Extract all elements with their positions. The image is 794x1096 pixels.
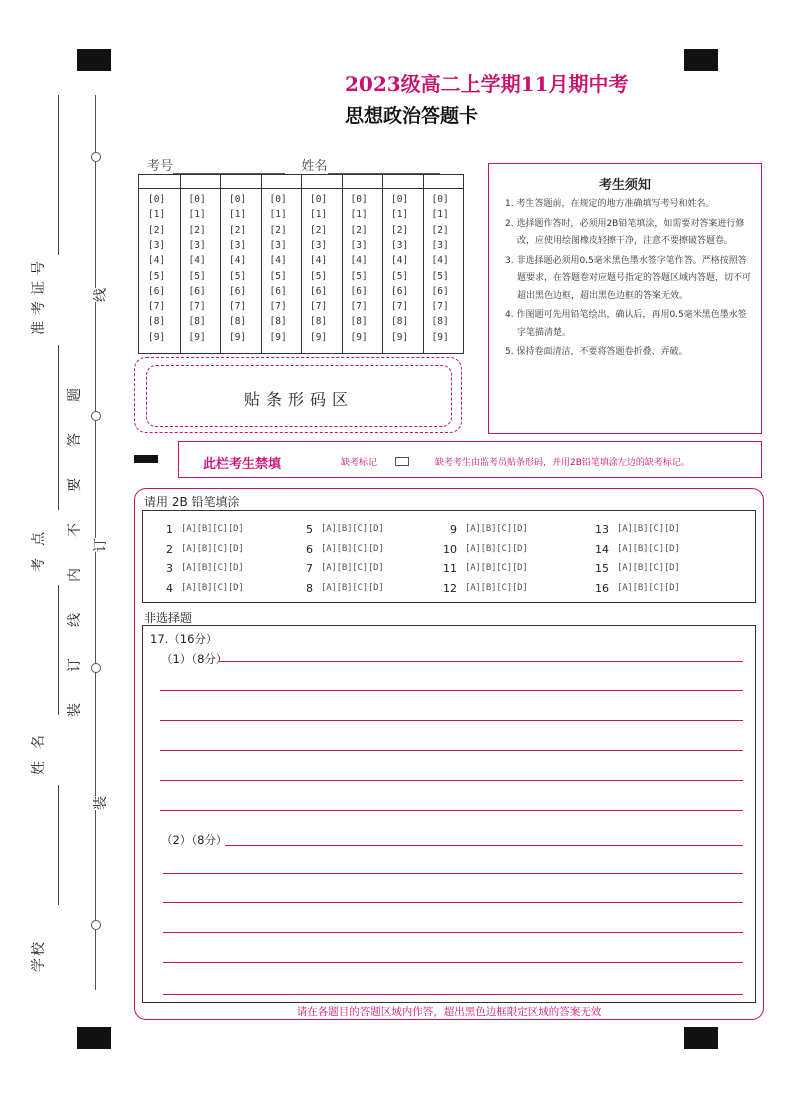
choice-question-number: 13 — [595, 523, 609, 536]
name-label: 姓名 — [301, 159, 328, 174]
question-17-box — [142, 625, 756, 1003]
digit-bubble[interactable]: [2] — [431, 224, 449, 236]
digit-bubble[interactable]: [9] — [269, 331, 287, 343]
digit-bubble[interactable]: [2] — [391, 224, 409, 236]
digit-bubble[interactable]: [5] — [350, 270, 368, 282]
choice-options[interactable]: [A][B][C][D] — [465, 582, 528, 593]
choice-options[interactable]: [A][B][C][D] — [617, 582, 680, 593]
digit-bubble[interactable]: [4] — [391, 255, 409, 267]
registration-mark — [684, 1027, 718, 1049]
exam-no-field[interactable] — [173, 159, 285, 174]
absent-mark-box[interactable] — [395, 457, 409, 466]
non-choice-section-label: 非选择题 — [144, 611, 193, 625]
choice-question-number: 8 — [306, 581, 313, 595]
digit-bubble[interactable]: [5] — [269, 270, 287, 282]
digit-bubble[interactable]: [9] — [229, 331, 247, 343]
digit-bubble[interactable]: [8] — [229, 316, 247, 328]
staff-only-zone — [178, 441, 762, 478]
school-underline — [58, 785, 59, 905]
digit-bubble[interactable]: [9] — [350, 331, 368, 343]
notice-item: 2. 选择题作答时，必须用2B铅笔填涂，如需要对答案进行修改，应使用绘图橡皮轻擦干净，注意不要擦破答题卷。 — [505, 218, 745, 246]
digit-bubble[interactable]: [1] — [350, 209, 368, 221]
digit-bubble[interactable]: [3] — [310, 239, 328, 251]
answer-sheet-title: 思想政治答题卡 — [345, 105, 479, 127]
digit-bubble[interactable]: [9] — [391, 331, 409, 343]
digit-bubble[interactable]: [1] — [148, 209, 166, 221]
warning-char: 装 — [67, 703, 83, 717]
notice-item: 3. 非选择题必须用0.5毫米黑色墨水签字笔作答。严格按照答题要求，在答题卷对应题号指定的答题区域内答题，切不可超出黑色边框，超出黑色边框的答案无效。 — [505, 255, 752, 301]
binding-hole — [91, 663, 101, 673]
digit-bubble[interactable]: [8] — [269, 316, 287, 328]
choice-options[interactable]: [A][B][C][D] — [321, 582, 384, 593]
digit-bubble[interactable]: [7] — [188, 301, 206, 313]
digit-bubble[interactable]: [6] — [269, 285, 287, 297]
digit-bubble[interactable]: [7] — [148, 301, 166, 313]
digit-bubble[interactable]: [4] — [229, 255, 247, 267]
choice-options[interactable]: [A][B][C][D] — [465, 543, 528, 554]
choice-options[interactable]: [A][B][C][D] — [465, 563, 528, 573]
choice-options[interactable]: [A][B][C][D] — [181, 582, 244, 593]
answer-line[interactable] — [163, 902, 743, 903]
digit-bubble[interactable]: [6] — [188, 285, 206, 297]
exam-site-label: 考点 — [31, 520, 47, 572]
choice-question-number: 12 — [443, 581, 457, 595]
digit-bubble[interactable]: [4] — [310, 255, 328, 267]
answer-line[interactable] — [219, 661, 743, 662]
choice-question-number: 15 — [595, 562, 609, 575]
digit-bubble[interactable]: [6] — [229, 285, 247, 297]
digit-bubble[interactable]: [3] — [188, 239, 206, 251]
digit-bubble[interactable]: [3] — [350, 239, 368, 251]
registration-mark — [77, 49, 111, 71]
choice-question-number: 1 — [166, 523, 173, 536]
exam-id-underline — [58, 95, 59, 255]
digit-bubble[interactable]: [7] — [310, 301, 328, 313]
digit-bubble[interactable]: [8] — [148, 316, 166, 328]
answer-line[interactable] — [163, 994, 743, 995]
digit-bubble[interactable]: [7] — [229, 301, 247, 313]
digit-bubble[interactable]: [5] — [431, 270, 449, 282]
answer-line[interactable] — [163, 873, 743, 874]
name-label: 姓名 — [31, 723, 47, 775]
choice-question-number: 10 — [443, 542, 457, 556]
exam-id-label: 准考证号 — [31, 255, 47, 335]
digit-bubble[interactable]: [0] — [350, 194, 368, 205]
digit-bubble[interactable]: [9] — [310, 331, 328, 343]
choice-options[interactable]: [A][B][C][D] — [321, 563, 384, 573]
digit-bubble[interactable]: [9] — [188, 331, 206, 343]
answer-line[interactable] — [160, 810, 743, 811]
digit-bubble[interactable]: [8] — [188, 316, 206, 328]
notice-item: 4. 作图题可先用铅笔绘出，确认后，再用0.5毫米黑色墨水签字笔描清楚。 — [505, 310, 747, 338]
digit-bubble[interactable]: [1] — [188, 209, 206, 221]
digit-bubble[interactable]: [4] — [188, 255, 206, 267]
digit-bubble[interactable]: [3] — [431, 239, 449, 251]
exam-site-underline — [58, 345, 59, 510]
digit-bubble[interactable]: [6] — [350, 285, 368, 297]
registration-mark — [684, 49, 718, 71]
line-mark: 线 — [90, 288, 110, 302]
digit-bubble[interactable]: [6] — [391, 285, 409, 297]
choice-options[interactable]: [A][B][C][D] — [181, 524, 244, 534]
warning-char: 线 — [67, 613, 83, 627]
digit-bubble[interactable]: [6] — [148, 285, 166, 297]
digit-bubble[interactable]: [3] — [229, 239, 247, 251]
choice-section-label: 请用 2B 铅笔填涂 — [144, 495, 240, 509]
exam-title: 2023级高二上学期11月期中考 — [345, 72, 629, 96]
choice-question-number: 2 — [166, 542, 173, 556]
answer-line[interactable] — [160, 720, 743, 721]
choice-options[interactable]: [A][B][C][D] — [321, 543, 384, 554]
digit-bubble[interactable]: [6] — [431, 285, 449, 297]
digit-bubble[interactable]: [3] — [148, 239, 166, 251]
choice-question-number: 11 — [443, 562, 457, 575]
digit-bubble[interactable]: [3] — [391, 239, 409, 251]
grid-column-divider — [301, 175, 302, 353]
warning-char: 订 — [67, 658, 83, 672]
absent-mark-label: 缺考标记 — [341, 458, 378, 468]
choice-question-number: 14 — [595, 542, 609, 556]
choice-options[interactable]: [A][B][C][D] — [617, 543, 680, 554]
digit-bubble[interactable]: [5] — [188, 270, 206, 282]
digit-bubble[interactable]: [4] — [431, 255, 449, 267]
digit-bubble[interactable]: [0] — [269, 194, 287, 205]
digit-bubble[interactable]: [1] — [310, 209, 328, 221]
digit-bubble[interactable]: [1] — [229, 209, 247, 221]
digit-bubble[interactable]: [3] — [269, 239, 287, 251]
notice-item: 5. 保持卷面清洁，不要将答题卷折叠、弄破。 — [505, 347, 688, 357]
warning-char: 答 — [67, 433, 83, 447]
choice-options[interactable]: [A][B][C][D] — [181, 543, 244, 554]
digit-bubble[interactable]: [0] — [431, 194, 449, 205]
digit-bubble[interactable]: [1] — [431, 209, 449, 221]
notice-list — [505, 196, 753, 364]
digit-bubble[interactable]: [8] — [391, 316, 409, 328]
digit-bubble[interactable]: [4] — [148, 255, 166, 267]
grid-column-divider — [261, 175, 262, 353]
digit-bubble[interactable]: [4] — [350, 255, 368, 267]
answer-line[interactable] — [160, 750, 743, 751]
binding-hole — [91, 920, 101, 930]
digit-bubble[interactable]: [7] — [350, 301, 368, 313]
choice-question-number: 7 — [306, 562, 313, 575]
digit-bubble[interactable]: [8] — [350, 316, 368, 328]
digit-bubble[interactable]: [4] — [269, 255, 287, 267]
choice-question-number: 6 — [306, 542, 313, 556]
part-1-label: （1）（8分） — [161, 652, 228, 666]
answer-line[interactable] — [163, 932, 743, 933]
digit-bubble[interactable]: [5] — [391, 270, 409, 282]
warning-char: 要 — [67, 478, 83, 492]
digit-bubble[interactable]: [0] — [148, 194, 166, 205]
notice-item: 1. 考生答题前，在规定的地方准确填写考号和姓名。 — [505, 199, 715, 209]
answer-line[interactable] — [225, 845, 743, 846]
grid-column-divider — [423, 175, 424, 353]
choice-question-number: 4 — [166, 581, 173, 595]
binding-hole — [91, 152, 101, 162]
part-2-label: （2）（8分） — [161, 833, 228, 847]
barcode-label: 贴条形码区 — [243, 390, 354, 409]
grid-column-divider — [382, 175, 383, 353]
choice-question-number: 16 — [595, 581, 609, 595]
binding-hole — [91, 411, 101, 421]
choice-question-number: 9 — [450, 523, 457, 536]
digit-bubble[interactable]: [5] — [148, 270, 166, 282]
digit-bubble[interactable]: [9] — [431, 331, 449, 343]
choice-options[interactable]: [A][B][C][D] — [617, 563, 680, 573]
timing-mark — [134, 455, 158, 463]
notice-title: 考生须知 — [598, 178, 651, 193]
grid-column-divider — [220, 175, 221, 353]
school-label: 学校 — [31, 940, 47, 972]
digit-bubble[interactable]: [2] — [188, 224, 206, 236]
digit-bubble[interactable]: [2] — [310, 224, 328, 236]
digit-bubble[interactable]: [9] — [148, 331, 166, 343]
digit-bubble[interactable]: [1] — [391, 209, 409, 221]
answer-line[interactable] — [160, 780, 743, 781]
line-mark: 装 — [90, 796, 110, 810]
choice-question-number: 3 — [166, 562, 173, 575]
digit-bubble[interactable]: [7] — [431, 301, 449, 313]
name-underline — [58, 585, 59, 715]
digit-bubble[interactable]: [2] — [229, 224, 247, 236]
name-field[interactable] — [328, 159, 440, 174]
digit-bubble[interactable]: [2] — [148, 224, 166, 236]
registration-mark — [77, 1027, 111, 1049]
absent-mark-desc: 缺考考生由监考员贴条形码，并用2B铅笔填涂左边的缺考标记。 — [435, 458, 690, 468]
digit-bubble[interactable]: [0] — [229, 194, 247, 205]
digit-bubble[interactable]: [0] — [188, 194, 206, 205]
footer-warning: 请在各题目的答题区域内作答，超出黑色边框限定区域的答案无效 — [296, 1006, 602, 1018]
candidate-notice — [488, 163, 762, 434]
warning-char: 内 — [67, 568, 83, 582]
digit-bubble[interactable]: [0] — [391, 194, 409, 205]
digit-bubble[interactable]: [5] — [310, 270, 328, 282]
digit-bubble[interactable]: [5] — [229, 270, 247, 282]
exam-number-labels — [147, 155, 440, 174]
choice-options[interactable]: [A][B][C][D] — [617, 524, 680, 534]
digit-bubble[interactable]: [6] — [310, 285, 328, 297]
digit-bubble[interactable]: [7] — [269, 301, 287, 313]
question-17-label: 17.（16分） — [150, 632, 218, 646]
digit-bubble[interactable]: [1] — [269, 209, 287, 221]
answer-line[interactable] — [160, 690, 743, 691]
digit-bubble[interactable]: [8] — [310, 316, 328, 328]
answer-line[interactable] — [163, 962, 743, 963]
choice-question-number: 5 — [306, 523, 313, 536]
warning-char: 不 — [67, 523, 83, 537]
choice-options[interactable]: [A][B][C][D] — [321, 524, 384, 534]
warning-char: 题 — [67, 388, 83, 402]
digit-bubble[interactable]: [8] — [431, 316, 449, 328]
digit-bubble[interactable]: [2] — [269, 224, 287, 236]
exam-no-label: 考号 — [147, 159, 174, 174]
line-mark: 订 — [90, 538, 110, 552]
choice-options[interactable]: [A][B][C][D] — [465, 524, 528, 534]
grid-column-divider — [342, 175, 343, 353]
digit-bubble[interactable]: [0] — [310, 194, 328, 205]
digit-bubble[interactable]: [2] — [350, 224, 368, 236]
exam-number-grid — [138, 174, 464, 354]
choice-options[interactable]: [A][B][C][D] — [181, 563, 244, 573]
staff-only-title: 此栏考生禁填 — [203, 457, 282, 472]
grid-column-divider — [180, 175, 181, 353]
choice-grid — [142, 510, 756, 603]
digit-bubble[interactable]: [7] — [391, 301, 409, 313]
